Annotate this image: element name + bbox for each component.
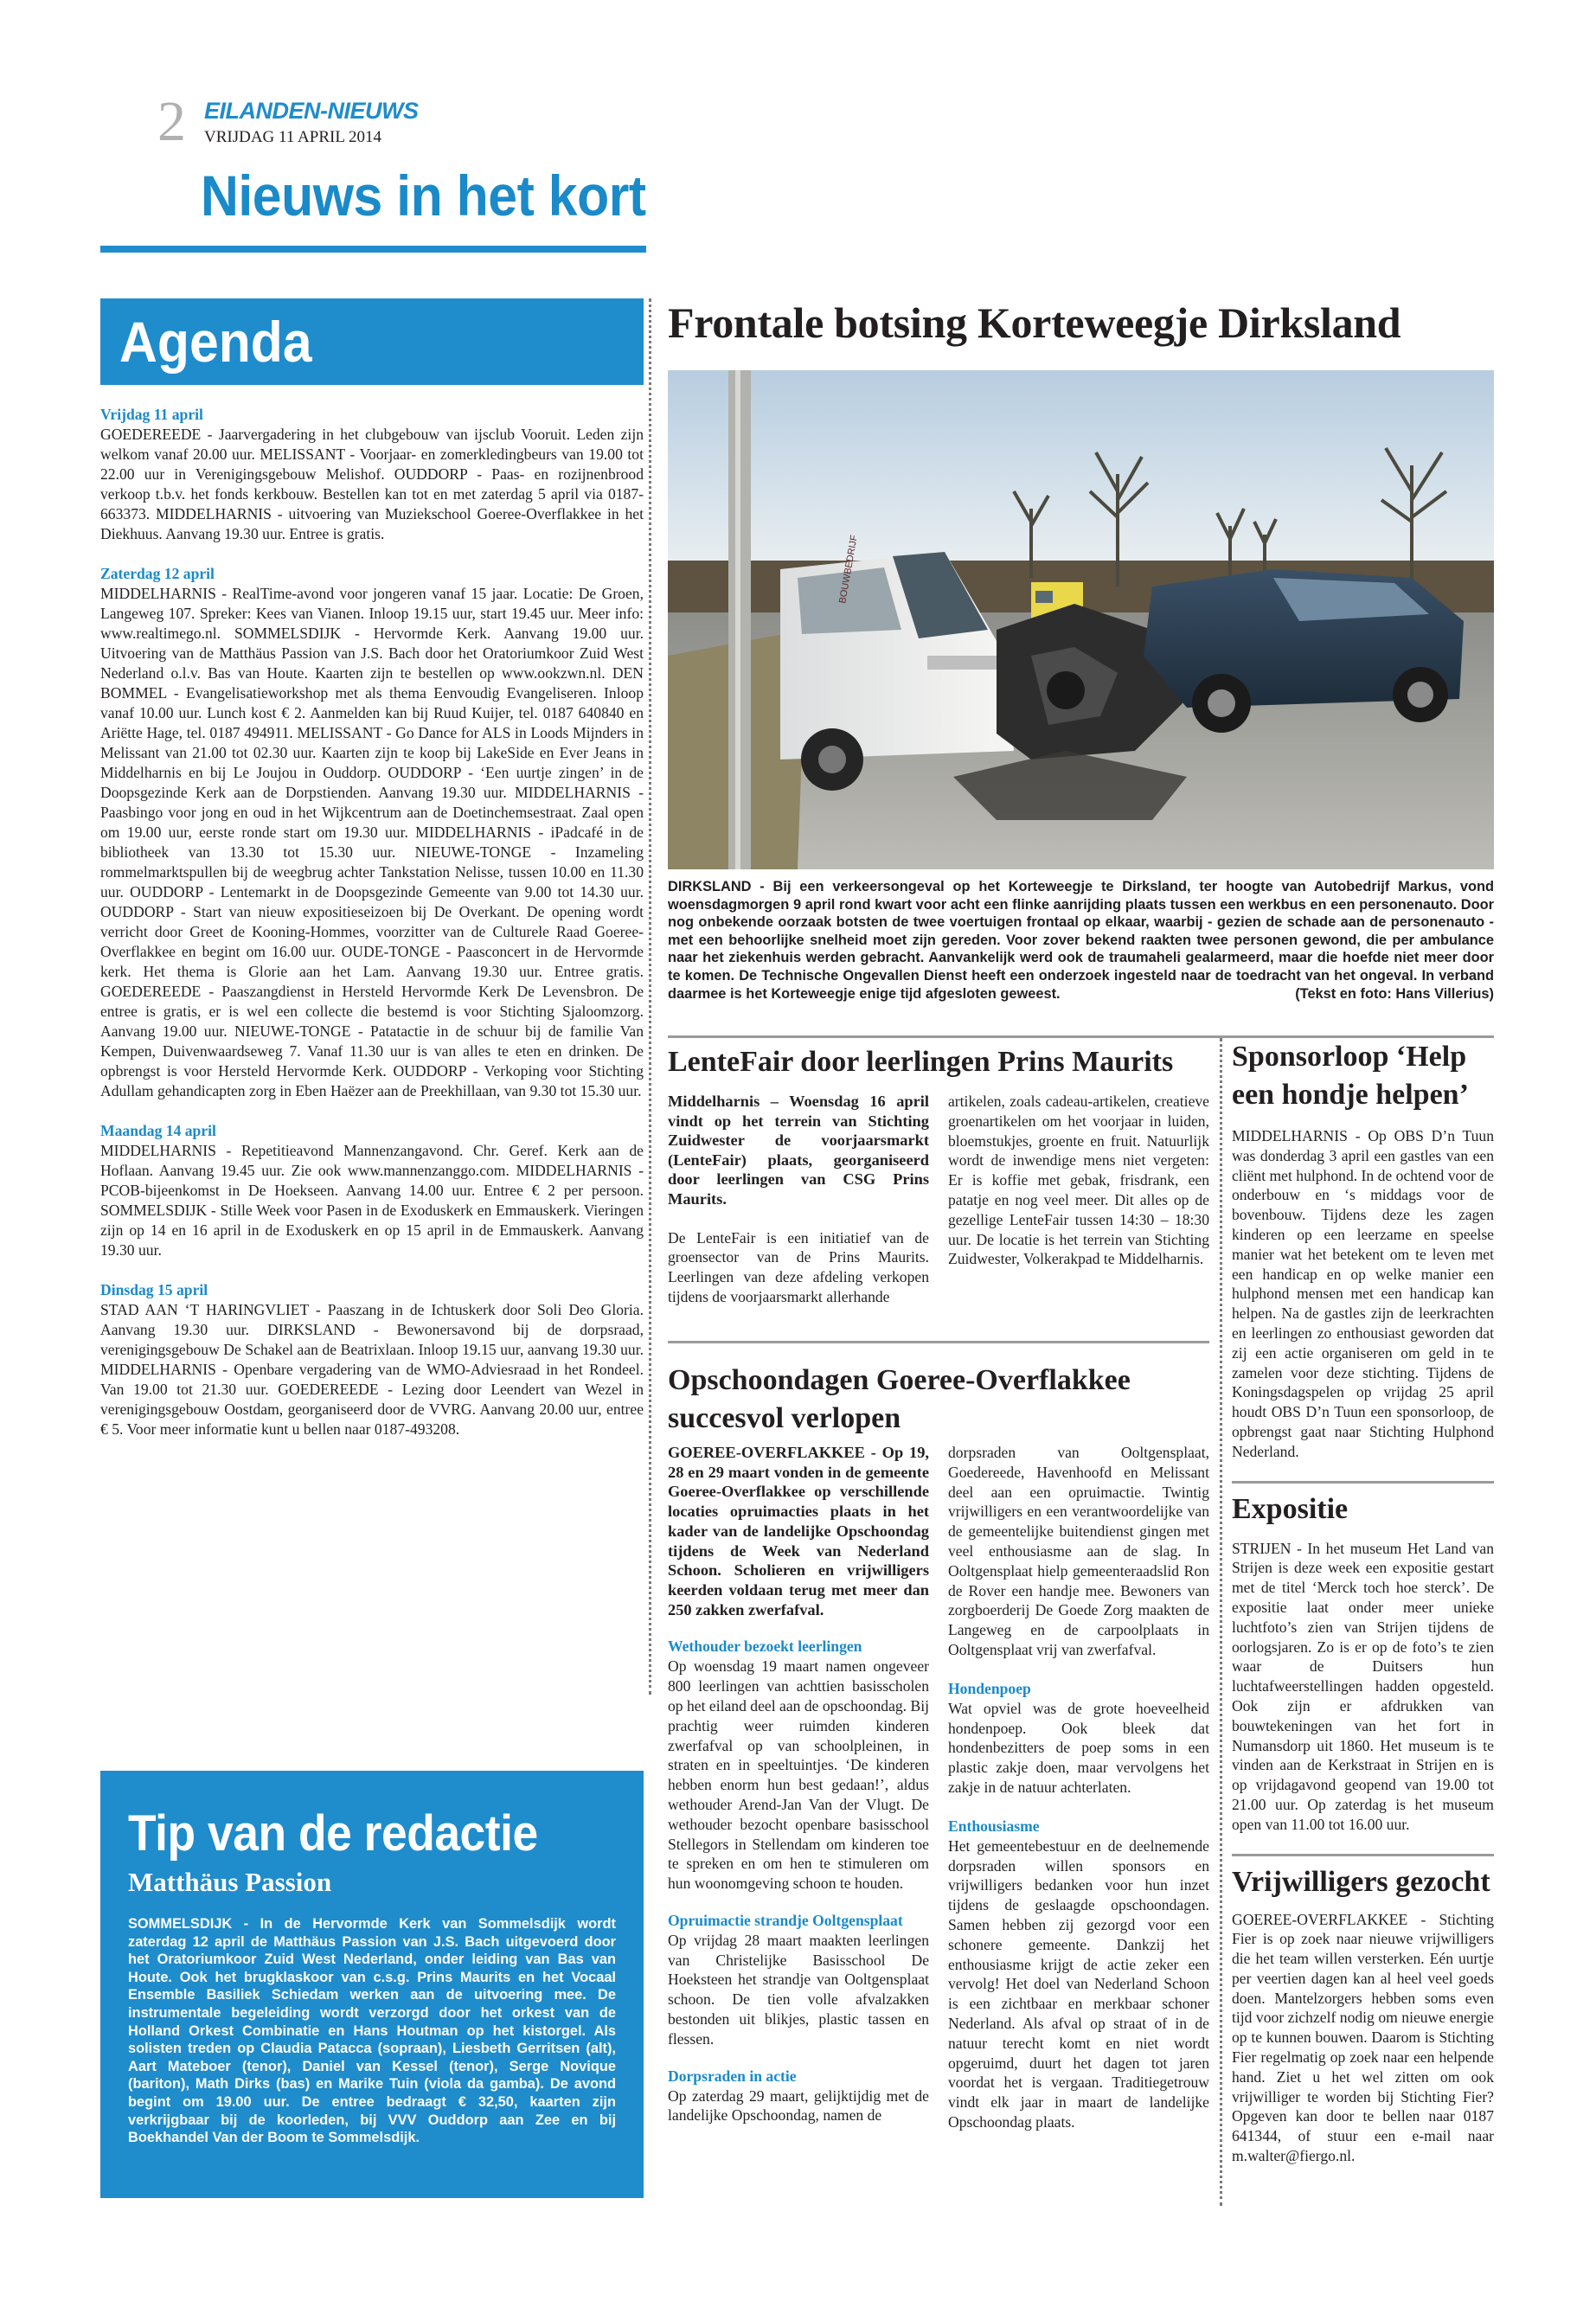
van-lettering: BOUWBEDRIJF — [837, 534, 860, 605]
crash-caption-text: DIRKSLAND - Bij een verkeersongeval op het Korteweegje te Dirksland, ter hoogte van Autobedrijf Markus, vond woensdagmorgen 9 april rond kwart voor acht een flinke aanrijding plaats tussen een werkbus en een personenauto. Door nog onbekende oorzaak botsten de twee voertuigen frontaal op elkaar, waarbij - gezien de schade aan de personenauto - met een behoorlijke snelheid moet zijn gereden. Voor zover bekend raakten twee personen gewond, die per ambulance naar het ziekenhuis werden gebracht. Aanvankelijk werd ook de traumaheli gealarmeerd, maar die hoefde niet meer door te komen. De Technische Ongevallen Dienst heeft een onderzoek ingesteld naar de toedracht van het ongeval. In verband daarmee is het Korteweegje enige tijd afgesloten geweest. — [668, 879, 1494, 1002]
lentefair-headline: LenteFair door leerlingen Prins Maurits — [668, 1046, 1174, 1078]
sky — [668, 370, 1494, 586]
page-number: 2 — [157, 90, 186, 153]
opschoon-text: Het gemeentebestuur en de deelnemende dorpsraden willen sponsors en vrijwilligers bedanken voor hun inzet tijdens de geslaagde opschoondagen. Samen hebben zij gezorgd voor een schonere gemeente. Dankzij het enthousiasme krijgt de actie zeker een vervolg! Het doel van Nederland Schoon is een zichtbaar en merkbaar schoner Nederland. Als afval op straat of in de natuur terecht komt en niet wordt opgeruimd, duurt het dagen tot jaren voordat het is vergaan. Traditiegetrouw vindt elk jaar in maart de landelijke Opschoondag plaats. — [948, 1836, 1209, 2131]
opschoon-subhead: Wethouder bezoekt leerlingen — [668, 1638, 862, 1656]
opschoon-text: Wat opviel was de grote hoeveelheid hondenpoep. Ook bleek dat hondenbezitters de poep soms in een plastic zakje doen, maar vervolgens het zakje in de natuur achterlaten. — [948, 1699, 1209, 1796]
opschoon-headline: Opschoondagen Goeree-Overflakkee succesvol verlopen — [668, 1364, 1131, 1434]
agenda-day-text: STAD AAN ‘T HARINGVLIET - Paaszang in de Ichtuskerk door Soli Deo Gloria. Aanvang 19.30 uur. DIRKSLAND - Bewonersavond bij de dorpsraad, verenigingsgebouw De Schakel aan de Beatrixlaan. Inloop 19.15 uur, aanvang 19.30 uur. MIDDELHARNIS - Openbare vergadering van de WMO-Adviesraad in het Rondeel. Van 19.00 tot 21.30 uur. GOEDEREEDE - Lezing door Leendert van Wezel in verenigingsgebouw Oostdam, georganiseerd door de VVRG. Aanvang 20.00 uur, entree € 5. Voor meer informatie kunt u bellen naar 0187-493208. — [100, 1301, 644, 1438]
opschoon-text: Op woensdag 19 maart namen ongeveer 800 leerlingen van achttien basisscholen op het eiland deel aan de opschoondag. Bij prachtig weer ruimden kinderen zwerfafval op van schoolpleinen, in straten en in speeltuintjes. ‘De kinderen hebben enorm hun best gedaan!’, aldus wethouder Arend-Jan Van der Vlugt. De wethouder bezocht openbare basisschool Stellegors in Stellendam om kinderen toe te spreken en om hen te stimuleren om hun woonomgeving schoon te houden. — [668, 1657, 929, 1893]
opschoon-subhead: Opruimactie strandje Ooltgensplaat — [668, 1911, 903, 1929]
crash-headline: Frontale botsing Korteweegje Dirksland — [668, 298, 1401, 347]
paper-logo: EILANDEN-NIEUWS — [204, 98, 419, 124]
lentefair-text: artikelen, zoals cadeau-artikelen, creatieve groenartikelen om het voorjaar in luiden, bloemstukjes, groente en fruit. Natuurlijk wordt de inwendige mens niet vergeten: Er is koffie met gebak, frisdrank, een patatje en nog veel meer. Dit alles op de gezellige LenteFair tussen 14:30 – 18:30 uur. De locatie is het terrein van Stichting Zuidwester, Volkerakpad te Middelharnis. — [948, 1093, 1209, 1268]
agenda-day-date: Zaterdag 12 april — [100, 565, 215, 582]
vrijwilligers-headline: Vrijwilligers gezocht — [1232, 1865, 1490, 1898]
vrijwilligers-rule — [1232, 1854, 1494, 1856]
agenda-day — [100, 405, 644, 544]
section-title: Nieuws in het kort — [201, 163, 646, 228]
crash-credit: (Tekst en foto: Hans Villerius) — [1295, 985, 1494, 1002]
lentefair-col-left — [668, 1092, 929, 1307]
agenda-day-text: MIDDELHARNIS - RealTime-avond voor jongeren vanaf 15 jaar. Locatie: De Groen, Langeweg 107. Spreker: Kees van Vianen. Inloop 19.15 uur, start 19.45 uur. Meer info: www.realtimego.nl. SOMMELSDIJK - Hervormde Kerk. Aanvang 19.00 uur. Uitvoering van de Matthäus Passion van J.S. Bach door het Oratoriumkoor Zuid West Nederland o.l.v. Bas van Houte. Kaarten zijn te bestellen op www.ookzwn.nl. DEN BOMMEL - Evangelisatieworkshop met als thema Eenvoudig Evangeliseren. Inloop vanaf 10.00 uur. Lunch kost € 2. Aanmelden kan bij Ruud Kuijer, tel. 0187 640840 en Ariëtte Hage, tel. 0187 494911. MELISSANT - Go Dance for ALS in Loods Mijnders in Melissant van 21.00 tot 02.30 uur. Kaarten zijn te koop bij LakeSide en Ever Jeans in Middelharnis en bij Le Joujou in Ouddorp. OUDDORP - ‘Een uurtje zingen’ in de Doopsgezinde Kerk aan de Dorpstienden. Aanvang 19.30 uur. MIDDELHARNIS - Paasbingo voor jong en oud in het Wijkcentrum aan de Doetinchemsestraat. Zaal open om 19.00 uur, eerste ronde start om 19.30 uur. MIDDELHARNIS - iPadcafé in de bibliotheek van 13.30 tot 15.30 uur. NIEUWE-TONGE - Inzameling rommelmarktspullen bij de weegbrug achter Tankstation Nelisse, tussen 10.00 en 11.30 uur. OUDDORP - Lentemarkt in de Doopsgezinde Gemeente van 9.00 tot 14.30 uur. OUDDORP - Start van nieuw expositieseizoen bij De Overkant. De opening wordt verricht door Greet de Kooning-Hommes, voorzitter van de Culturele Raad Goeree-Overflakkee en begint om 16.00 uur. OUDE-TONGE - Paasconcert in de Hervormde kerk. Het thema is Glorie aan het Lam. Aanvang 19.30 uur. Entree gratis. GOEDEREEDE - Paaszangdienst in Hersteld Hervormde Kerk De Levensbron. De entree is gratis, er is wel een collecte die bestemd is voor Stichting Sjaloomzorg. Aanvang 19.00 uur. NIEUWE-TONGE - Patatactie in de schuur bij de familie Van Kempen, Duivenwaardseweg 7. Vanaf 11.30 uur is van alles te eten en drinken. De opbrengst is voor Hersteld Hervormde Kerk. OUDDORP - Verkoping voor Stichting Adullam gehandicapten zorg in Eben Haëzer aan de Preekhillaan, van 9.30 tot 15.30 uur. — [100, 585, 644, 1099]
issue-date: VRIJDAG 11 APRIL 2014 — [204, 128, 381, 146]
opschoon-col-right — [948, 1443, 1209, 2132]
lentefair-lead: Middelharnis – Woensdag 16 april vindt op het terrein van Stichting Zuidwester de voorjaarsmarkt (LenteFair) plaats, georganiseerd door leerlingen van CSG Prins Maurits. — [668, 1093, 929, 1208]
header-rule — [100, 246, 646, 253]
right-column-divider — [1220, 1038, 1222, 2206]
opschoon-text: Op vrijdag 28 maart maakten leerlingen van Christelijke Basisschool De Hoeksteen het strandje van Ooltgensplaat schoon. De tien volle afvalzakken bestonden uit blikjes, plastic tassen en flessen. — [668, 1931, 929, 2048]
opschoon-subhead: Dorpsraden in actie — [668, 2067, 797, 2085]
agenda-day — [100, 564, 644, 1101]
tip-box — [100, 1771, 644, 2198]
agenda-body — [100, 405, 644, 1439]
opschoon-subhead: Enthousiasme — [948, 1817, 1040, 1835]
crash-photo — [668, 370, 1494, 869]
expositie-rule — [1232, 1481, 1494, 1484]
right-column — [1232, 1038, 1494, 2166]
expositie-text: STRIJEN - In het museum Het Land van Strijen is deze week een expositie gestart met de titel ‘Merck toch hoe sterck’. De expositie laat onder meer unieke luchtfoto’s zien van Strijen tijdens de oorlogsjaren. Zo is er op de foto’s te zien waar de Duitsers hun luchtafweerstellingen hadden opgesteld. Ook zijn er afdrukken van bouwtekeningen van het fort in Numansdorp uit 1860. Het museum is te vinden aan de Kerkstraat in Strijen en is op vrijdagavond geopend van 19.00 tot 21.00 uur. Op zaterdag is het museum open van 11.00 tot 16.00 uur. — [1232, 1539, 1494, 1833]
lentefair-text: De LenteFair is een initiatief van de groensector van de Prins Maurits. Leerlingen van deze afdeling verkopen tijdens de voorjaarsmarkt allerhande — [668, 1228, 929, 1305]
agenda-day-date: Vrijdag 11 april — [100, 406, 203, 423]
opschoon-text: dorpsraden van Ooltgensplaat, Goedereede, Havenhoofd en Melissant deel aan een opruimactie. Twintig vrijwilligers en een verantwoordelijke van de gemeentelijke buitendienst gingen met veel enthousiasme aan de slag. In Ooltgensplaat hielp gemeenteraadslid Ron de Rover een handje mee. Bewoners van zorgboerderij De Goede Zorg maakten de Langeweg en de carpoolplaats in Ooltgensplaat vrij van zwerfafval. — [948, 1444, 1209, 1658]
agenda-title: Agenda — [119, 310, 312, 374]
tip-title: Tip van de redactie — [128, 1805, 538, 1862]
agenda-day-date: Dinsdag 15 april — [100, 1281, 208, 1298]
tip-subtitle: Matthäus Passion — [128, 1867, 332, 1897]
agenda-day-text: MIDDELHARNIS - Repetitieavond Mannenzangavond. Chr. Geref. Kerk aan de Hoflaan. Aanvang 19.45 uur. Zie ook www.mannenzanggo.com. MIDDELHARNIS - PCOB-bijeenkomst in De Hoekseen. Aanvang 14.00 uur. Entree € 2 per persoon. SOMMELSDIJK - Stille Week voor Pasen in de Exoduskerk en Emmauskerk. Vieringen zijn op 14 en 16 april in de Exoduskerk en op 15 april in de Emmauskerk. Aanvang 19.30 uur. — [100, 1142, 644, 1259]
vrijwilligers-text: GOEREE-OVERFLAKKEE - Stichting Fier is op zoek naar nieuwe vrijwilligers die het team willen versterken. Eén uurtje per veertien dagen kan al heel veel goeds doen. Mantelzorgers hebben soms even tijd voor zichzelf nodig om nieuwe energie op te kunnen bouwen. Daarom is Stichting Fier regelmatig op zoek naar een helpende hand. Ziet u het wel zitten om ook vrijwilliger te worden bij Stichting Fier? Opgeven kan door te bellen naar 0187 641344, of stuur een e-mail naar m.walter@fiergo.nl. — [1232, 1910, 1494, 2165]
opschoon-col-left — [668, 1443, 929, 2125]
agenda-day-text: GOEDEREEDE - Jaarvergadering in het clubgebouw van ijsclub Vooruit. Leden zijn welkom vanaf 20.00 uur. MELISSANT - Voorjaar- en zomerkledingbeurs van 19.00 tot 22.00 uur in Verenigingsgebouw Melishof. OUDDORP - Paas- en rozijnenbrood verkoop t.b.v. het fonds kerkbouw. Bestellen kan tot en met zaterdag 5 april via 0187-663373. MIDDELHARNIS - uitvoering van Muziekschool Goeree-Overflakkee in het Diekhuus. Aanvang 19.30 uur. Entree is gratis. — [100, 426, 644, 542]
agenda-divider — [649, 298, 651, 1695]
lentefair-col-right — [948, 1092, 1209, 1269]
tip-text: SOMMELSDIJK - In de Hervormde Kerk van Sommelsdijk wordt zaterdag 12 april de Matthäus Passion van J.S. Bach uitgevoerd door het Oratoriumkoor Zuid West Nederland, onder leiding van Bas van Houte. Ook het brugklaskoor van c.s.g. Prins Maurits en het Vocaal Ensemble Basiliek Schiedam werken aan de uitvoering mee. De instrumentale begeleiding wordt verzorgd door het orkest van de Holland Orkest Combinatie en Hans Houtman op het kistorgel. Als solisten treden op Claudia Patacca (sopraan), Liesbeth Gerritsen (alt), Aart Mateboer (tenor), Daniel van Kessel (tenor), Serge Novique (bariton), Math Dirks (bas) en Marike Tuin (viola da gamba). De avond begint om 19.00 uur. De entree bedraagt € 32,50, kaarten zijn verkrijgbaar bij de koorleden, bij VVV Ouddorp aan Zee en bij Boekhandel Van der Boom te Sommelsdijk. — [128, 1916, 616, 2146]
agenda-day — [100, 1280, 644, 1439]
crash-caption — [668, 878, 1494, 1003]
agenda-day-date: Maandag 14 april — [100, 1122, 216, 1139]
sponsor-text: MIDDELHARNIS - Op OBS D’n Tuun was donderdag 3 april een gastles van een cliënt met hulphond. In de ochtend voor de onderbouw en ‘s middags voor de bovenbouw. Tijdens deze les zagen kinderen op een leerzame en speelse manier wat het betekent om te leven met een handicap en op welke manier een hulphond mensen met een handicap kan helpen. Na de gastles zijn de leerkrachten en leerlingen zo enthousiast geworden dat zij een actie organiseren om geld in te zamelen voor deze stichting. Tijdens de Koningsdagspelen op vrijdag 25 april houdt OBS D’n Tuun een sponsorloop, de opbrengst gaat naar Stichting Hulphond Nederland. — [1232, 1127, 1494, 1460]
expositie-headline: Expositie — [1232, 1492, 1349, 1525]
opschoon-text: Op zaterdag 29 maart, gelijktijdig met de landelijke Opschoondag, namen de — [668, 2086, 929, 2125]
agenda-day — [100, 1121, 644, 1260]
sponsor-headline: Sponsorloop ‘Help een hondje helpen’ — [1232, 1041, 1469, 1111]
opschoon-lead: GOEREE-OVERFLAKKEE - Op 19, 28 en 29 maart vonden in de gemeente Goeree-Overflakkee op verschillende locaties opruimacties plaats in het kader van de landelijke Opschoondag tijdens de Week van Nederland Schoon. Scholieren en vrijwilligers keerden voldaan terug met meer dan 250 zakken zwerfafval. — [668, 1444, 929, 1618]
crash-photo-svg — [668, 370, 1494, 869]
lentefair-bottom-rule — [668, 1341, 1209, 1343]
opschoon-subhead: Hondenpoep — [948, 1679, 1031, 1697]
